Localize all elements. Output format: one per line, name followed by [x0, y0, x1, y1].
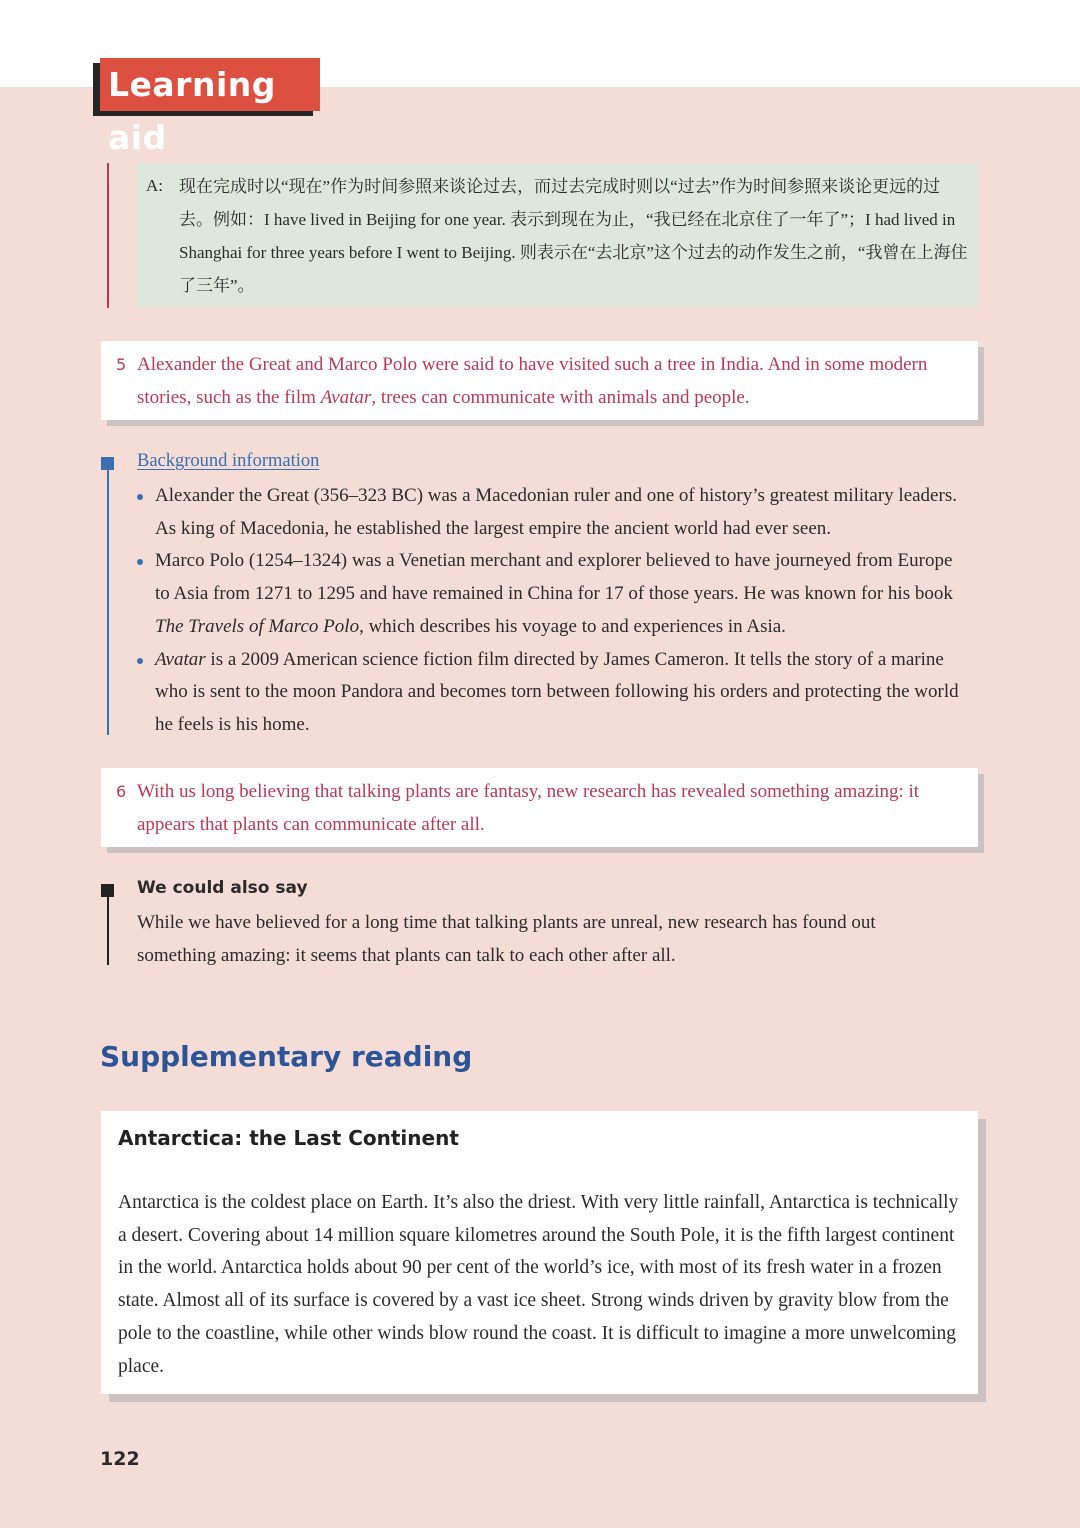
article-body: Antarctica is the coldest place on Earth. It’s also the driest. With very little rainfall, Antarctica is technically a desert. Covering about 14 million square kilometres around the South Pole, it is the fifth largest continent in the world. Antarctica holds about 90 per cent of the world’s ice, with most of its fresh water in a frozen state. Almost all of its surface is covered by a vast ice sheet. Strong winds driven by gravity blow from the pole to the coastline, while other winds blow round the coast. It is difficult to imagine a more unwelcoming place. — [118, 1192, 959, 1377]
page-number: 122 — [100, 1448, 140, 1470]
background-heading: Background information — [137, 451, 320, 471]
note-5-text: Alexander the Great and Marco Polo were said to have visited such a tree in India. And in some modern stories, such as the film Avatar, trees can communicate with animals and people. — [137, 354, 928, 408]
note-6-text: With us long believing that talking plants are fantasy, new research has revealed something amazing: it appears that plants can communicate after all. — [137, 781, 920, 835]
answer-text: 现在完成时以“现在”作为时间参照来谈论过去，而过去完成时则以“过去”作为时间参照来谈论更远的过去。例如：I have lived in Beijing for one year. 表示到现在为止，“我已经在北京住了一年了”；I had lived in Shanghai for three years before I went to Beijing. 则表示在“去北京”这个过去的动作发生之前，“我曾在上海住了三年”。 — [179, 177, 968, 295]
bullet-icon — [137, 658, 143, 664]
list-item: Alexander the Great (356–323 BC) was a Macedonian ruler and one of history’s greatest military leaders. As king of Macedonia, he established the largest empire the ancient world had ever seen. — [137, 480, 967, 545]
list-item: Avatar is a 2009 American science fiction film directed by James Cameron. It tells the story of a marine who is sent to the moon Pandora and becomes torn between following his orders and protecting the world he feels is his home. — [137, 644, 967, 742]
background-marker-square — [101, 457, 114, 470]
note-5-number: 5 — [116, 355, 127, 374]
background-rule — [107, 470, 109, 735]
list-item: Marco Polo (1254–1324) was a Venetian merchant and explorer believed to have journeyed from Europe to Asia from 1271 to 1295 and have remained in China for 17 of those years. He was known for his book The Travels of Marco Polo, which describes his voyage to and experiences in Asia. — [137, 545, 967, 643]
answer-label: A: — [146, 176, 163, 195]
note-6-number: 6 — [116, 782, 127, 801]
supplementary-heading: Supplementary reading — [100, 1040, 473, 1073]
answer-rule — [107, 163, 109, 308]
bullet-icon — [137, 559, 143, 565]
also-say-rule — [107, 897, 109, 965]
also-say-text: While we have believed for a long time that talking plants are unreal, new research has found out something amazing: it seems that plants can talk to each other after all. — [137, 912, 876, 966]
background-list — [137, 480, 967, 742]
also-say-marker-square — [101, 884, 114, 897]
learning-aid-tab: Learning aid — [100, 58, 320, 111]
article-title: Antarctica: the Last Continent — [118, 1126, 459, 1150]
also-say-heading: We could also say — [137, 878, 308, 898]
bullet-icon — [137, 494, 143, 500]
